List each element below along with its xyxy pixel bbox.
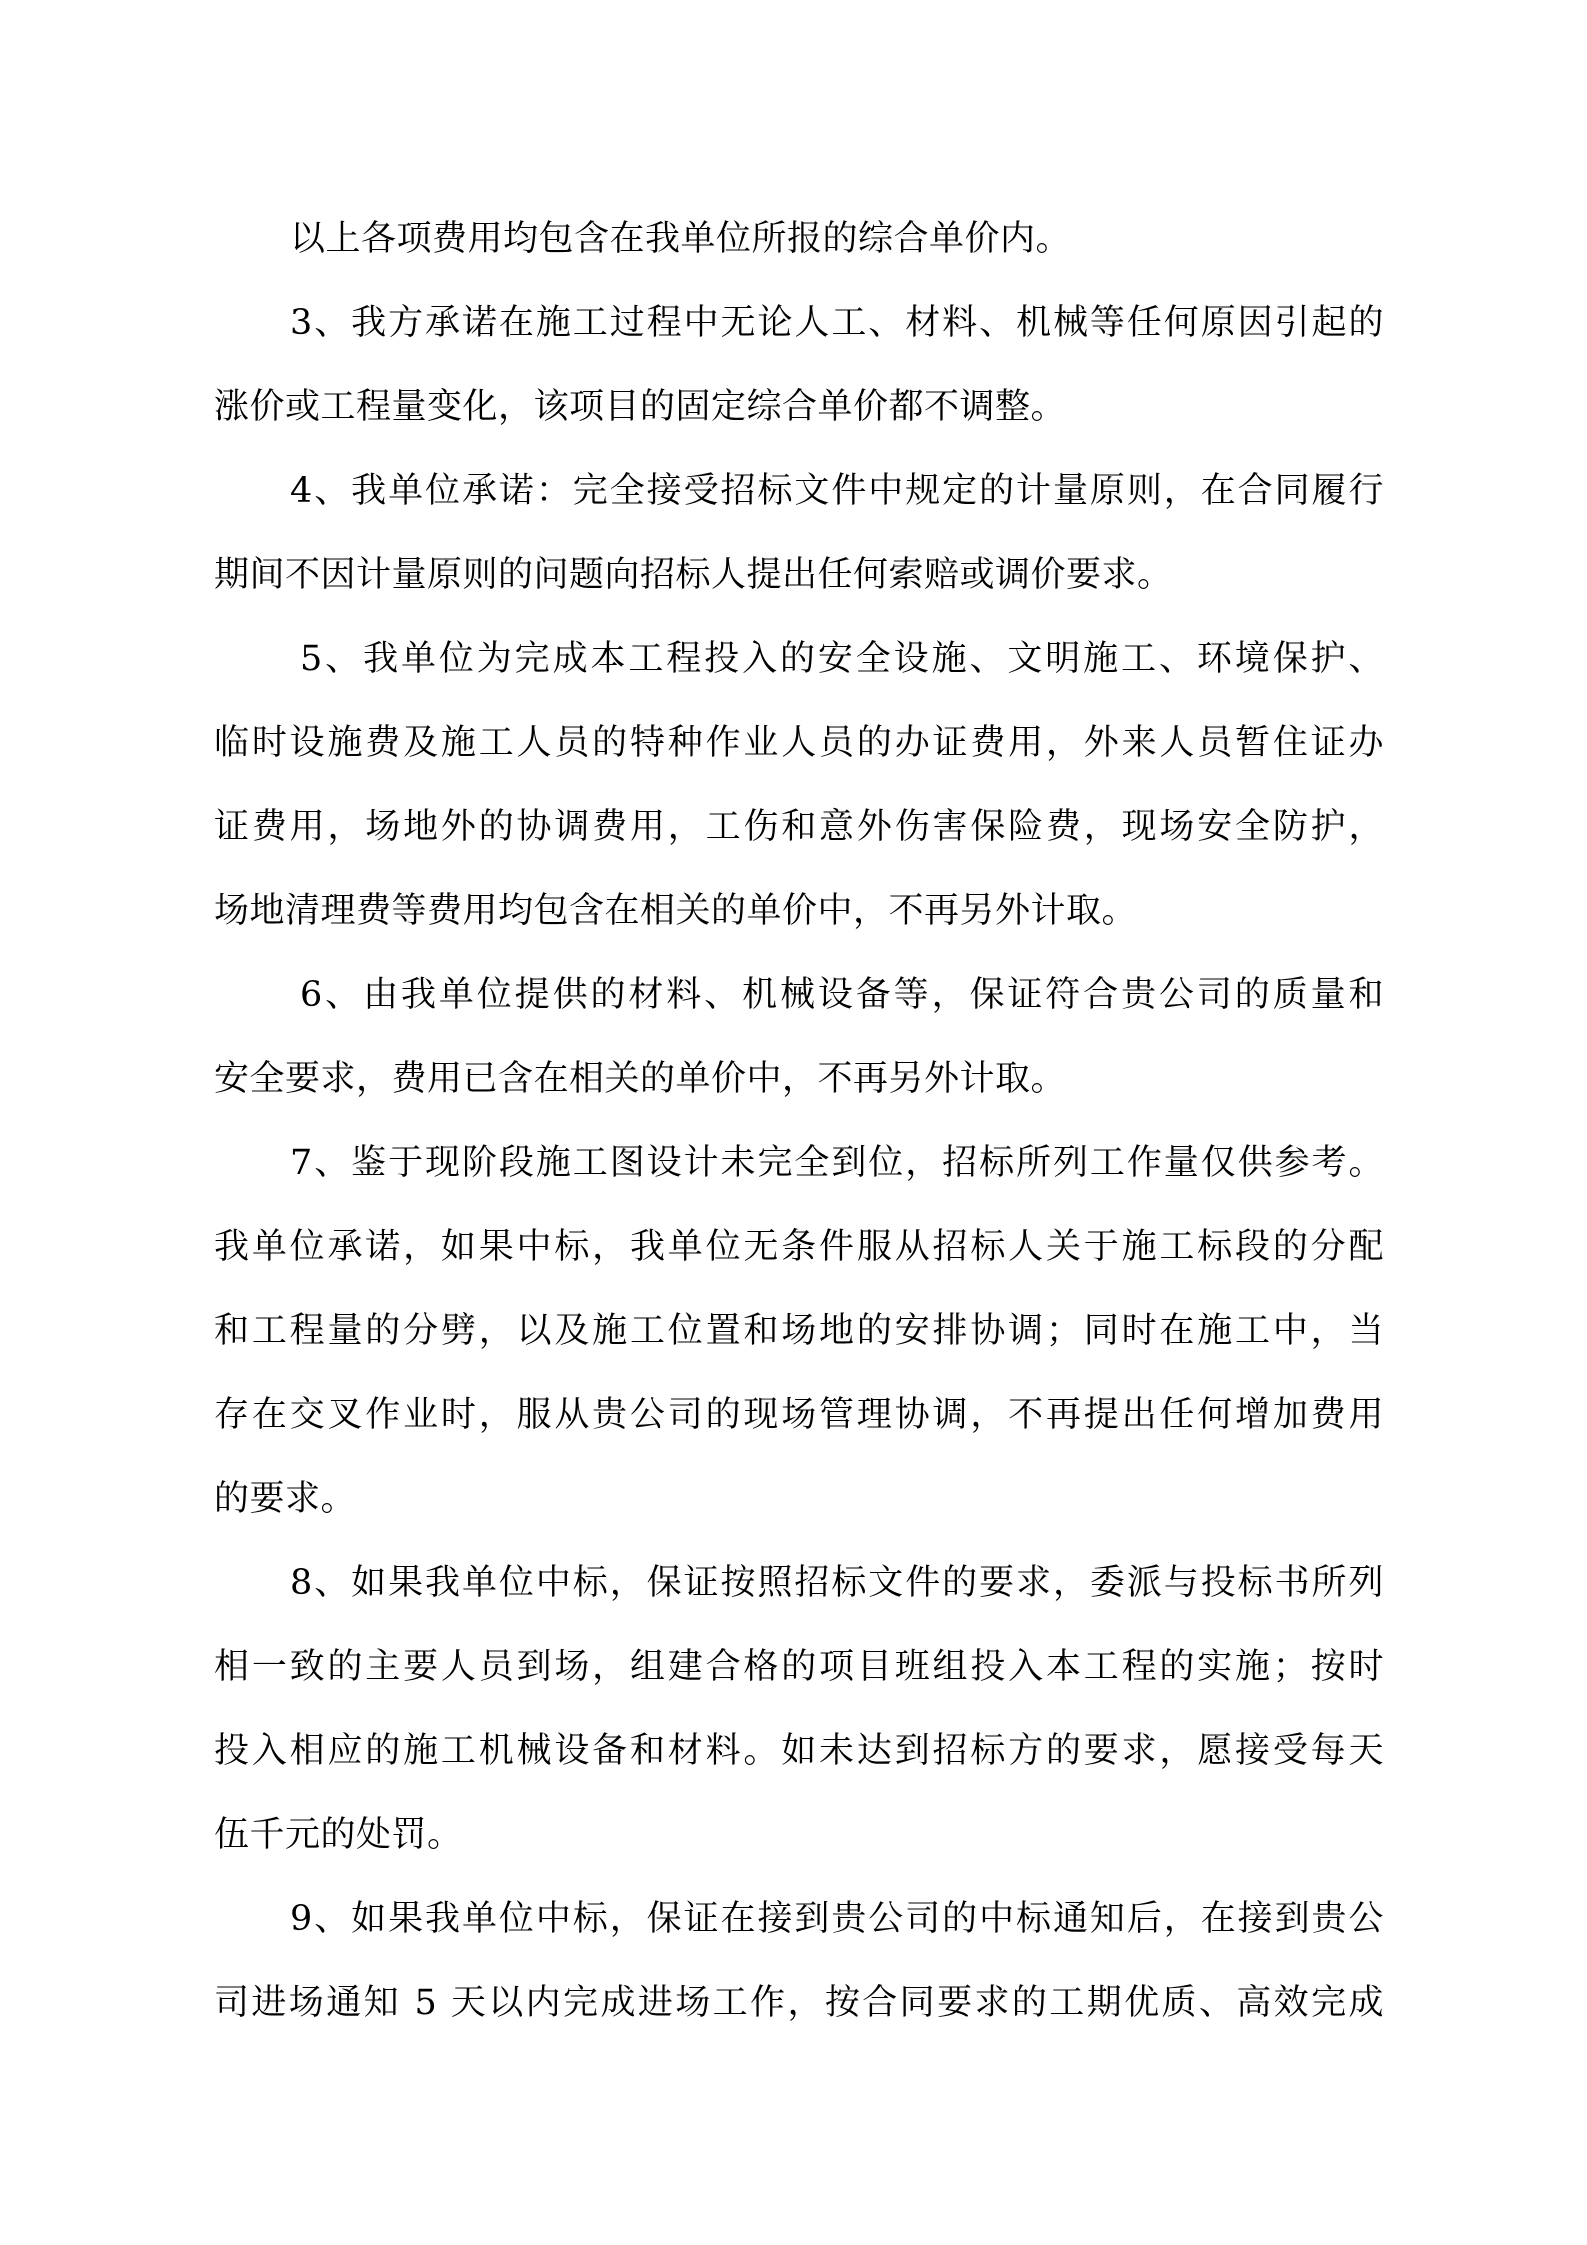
paragraph-line: 期间不因计量原则的问题向招标人提出任何索赔或调价要求。: [214, 555, 1173, 595]
paragraph-line: 场地清理费等费用均包含在相关的单价中，不再另外计取。: [214, 891, 1138, 931]
paragraph-line: 我单位承诺，如果中标，我单位无条件服从招标人关于施工标段的分配: [214, 1227, 1384, 1267]
paragraph-line: 涨价或工程量变化，该项目的固定综合单价都不调整。: [214, 387, 1067, 427]
paragraph-line: 投入相应的施工机械设备和材料。如未达到招标方的要求，愿接受每天: [214, 1731, 1384, 1771]
paragraph-line: 6、由我单位提供的材料、机械设备等，保证符合贵公司的质量和: [300, 975, 1384, 1015]
paragraph-line: 7、鉴于现阶段施工图设计未完全到位，招标所列工作量仅供参考。: [290, 1143, 1384, 1183]
paragraph-line: 4、我单位承诺：完全接受招标文件中规定的计量原则，在合同履行: [290, 471, 1384, 511]
paragraph-line: 伍千元的处罚。: [214, 1815, 463, 1855]
paragraph-line: 和工程量的分劈，以及施工位置和场地的安排协调；同时在施工中，当: [214, 1311, 1384, 1351]
paragraph-line: 司进场通知 5 天以内完成进场工作，按合同要求的工期优质、高效完成: [214, 1983, 1384, 2023]
paragraph-line: 3、我方承诺在施工过程中无论人工、材料、机械等任何原因引起的: [290, 303, 1384, 343]
paragraph-line: 安全要求，费用已含在相关的单价中，不再另外计取。: [214, 1059, 1067, 1099]
paragraph-line: 以上各项费用均包含在我单位所报的综合单价内。: [290, 219, 1072, 259]
paragraph-line: 的要求。: [214, 1479, 357, 1519]
paragraph-line: 存在交叉作业时，服从贵公司的现场管理协调，不再提出任何增加费用: [214, 1395, 1384, 1435]
paragraph-line: 9、如果我单位中标，保证在接到贵公司的中标通知后，在接到贵公: [290, 1899, 1384, 1939]
paragraph-line: 证费用，场地外的协调费用，工伤和意外伤害保险费，现场安全防护，: [214, 807, 1384, 847]
paragraph-line: 8、如果我单位中标，保证按照招标文件的要求，委派与投标书所列: [290, 1563, 1384, 1603]
paragraph-line: 相一致的主要人员到场，组建合格的项目班组投入本工程的实施；按时: [214, 1647, 1384, 1687]
paragraph-line: 5、我单位为完成本工程投入的安全设施、文明施工、环境保护、: [300, 639, 1384, 679]
paragraph-line: 临时设施费及施工人员的特种作业人员的办证费用，外来人员暂住证办: [214, 723, 1384, 763]
